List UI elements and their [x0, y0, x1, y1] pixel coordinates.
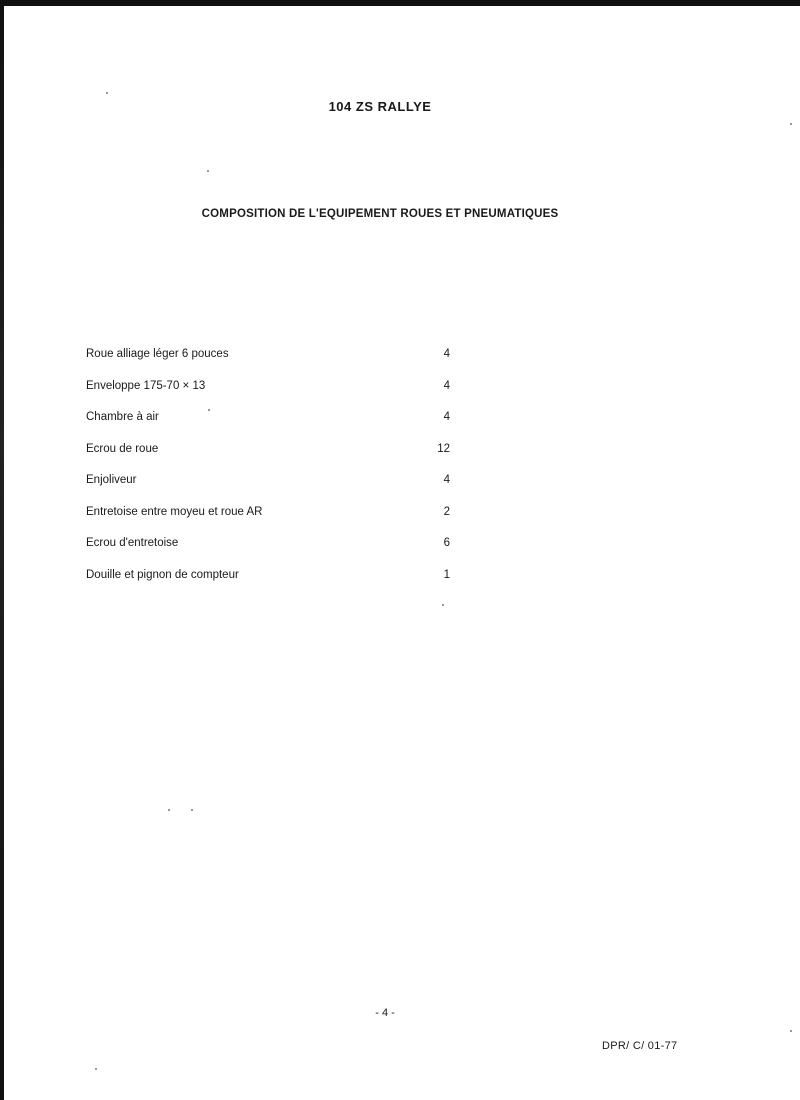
item-label: Entretoise entre moyeu et roue AR	[86, 505, 263, 518]
scan-speck	[442, 604, 444, 606]
scan-border-top	[0, 0, 800, 6]
item-quantity: 4	[443, 474, 450, 486]
list-item	[86, 345, 466, 377]
list-item	[86, 503, 466, 535]
item-label: Enjoliveur	[86, 474, 137, 486]
scan-speck	[95, 1068, 97, 1070]
document-title: 104 ZS RALLYE	[328, 99, 432, 114]
document-reference: DPR/ C/ 01-77	[602, 1040, 678, 1052]
scan-speck	[790, 1030, 792, 1032]
list-item	[86, 377, 466, 409]
item-label: Ecrou d'entretoise	[86, 537, 179, 549]
list-item	[86, 471, 466, 503]
item-quantity: 12	[437, 442, 450, 455]
equipment-list	[86, 345, 466, 597]
item-label: Enveloppe 175-70 × 13	[86, 379, 206, 392]
document-subtitle: COMPOSITION DE L'EQUIPEMENT ROUES ET PNEUMATIQUES	[201, 208, 559, 220]
item-label: Roue alliage léger 6 pouces	[86, 348, 229, 360]
item-quantity: 4	[443, 348, 450, 360]
item-quantity: 4	[443, 411, 450, 423]
item-label: Chambre à air	[86, 411, 159, 423]
page-number: - 4 -	[375, 1007, 395, 1019]
scan-border-left	[0, 0, 4, 1100]
list-item	[86, 534, 466, 566]
item-quantity: 4	[443, 379, 450, 392]
item-quantity: 6	[443, 537, 450, 549]
item-quantity: 1	[443, 568, 450, 581]
item-label: Ecrou de roue	[86, 442, 159, 455]
scan-speck	[191, 809, 193, 811]
item-label: Douille et pignon de compteur	[86, 568, 239, 581]
item-quantity: 2	[443, 505, 450, 518]
scan-speck	[106, 92, 108, 94]
scan-speck	[207, 170, 209, 172]
scan-speck	[790, 123, 792, 125]
list-item	[86, 566, 466, 598]
list-item	[86, 440, 466, 472]
list-item	[86, 408, 466, 440]
scan-speck	[168, 809, 170, 811]
